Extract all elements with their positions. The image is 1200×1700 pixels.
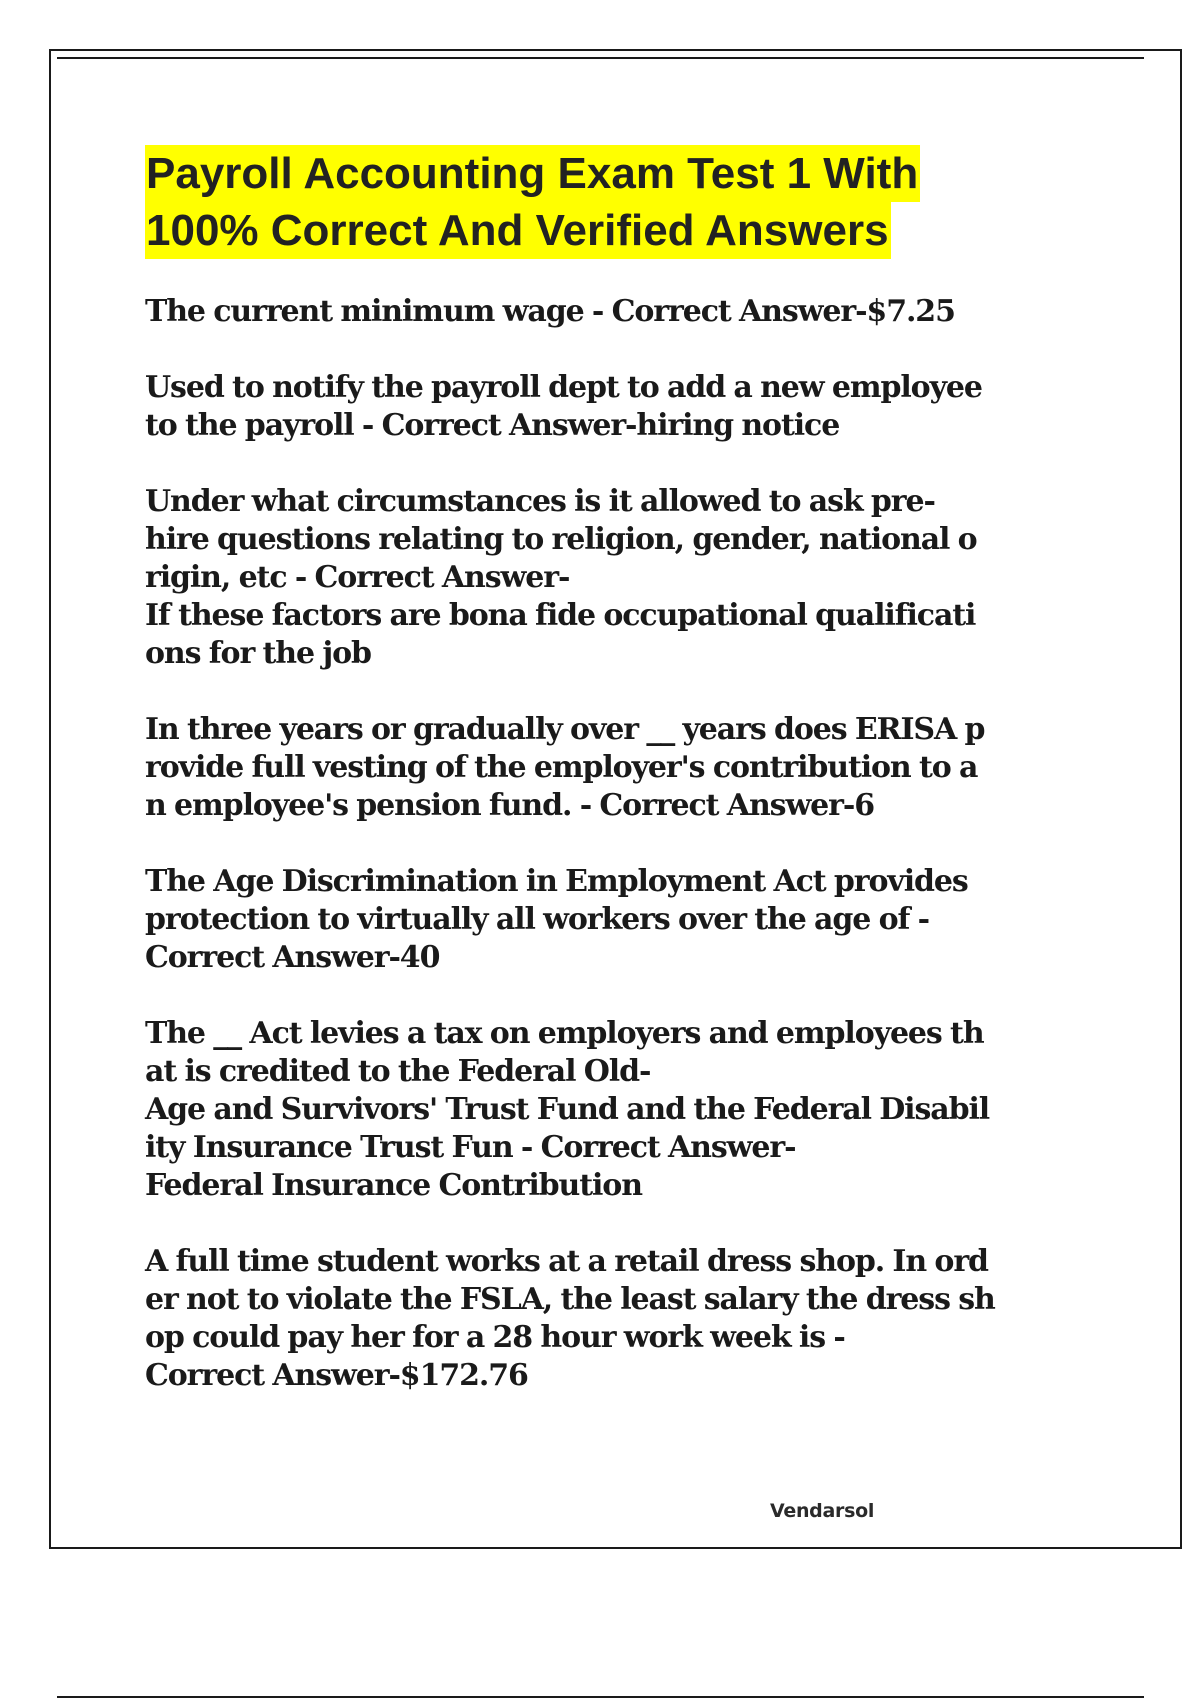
bottom-rule [57,1696,1144,1698]
qa-item: In three years or gradually over __ years does ERISA p rovide full vesting of the employer's contribution to a n employee's pension fund. - Correct Answer-6 [145,712,985,823]
qa-item: The current minimum wage - Correct Answer-$7.25 [145,294,955,329]
question-answer-list [145,293,1095,1395]
footer-author: Vendarsol [770,1500,875,1522]
qa-item: The __ Act levies a tax on employers and employees th at is credited to the Federal Old- Age and Survivors' Trust Fund and the Federal Disabil ity Insurance Trust Fun - Correct Answer- Federal Insurance Contribution [145,1016,990,1203]
qa-item: A full time student works at a retail dress shop. In ord er not to violate the FSLA, the least salary the dress sh op could pay her for a 28 hour work week is - Correct Answer-$172.76 [145,1244,995,1393]
title-line-1: Payroll Accounting Exam Test 1 With [145,145,920,202]
page-content [145,145,1095,1433]
title-line-2: 100% Correct And Verified Answers [145,202,891,259]
qa-item: Used to notify the payroll dept to add a new employee to the payroll - Correct Answer-hiring notice [145,370,982,443]
qa-item: The Age Discrimination in Employment Act provides protection to virtually all workers over the age of - Correct Answer-40 [145,864,968,975]
qa-item: Under what circumstances is it allowed to ask pre- hire questions relating to religion, gender, national o rigin, etc - Correct Answer- If these factors are bona fide occupational qualificati ons for the job [145,484,977,671]
document-title [145,145,1095,259]
